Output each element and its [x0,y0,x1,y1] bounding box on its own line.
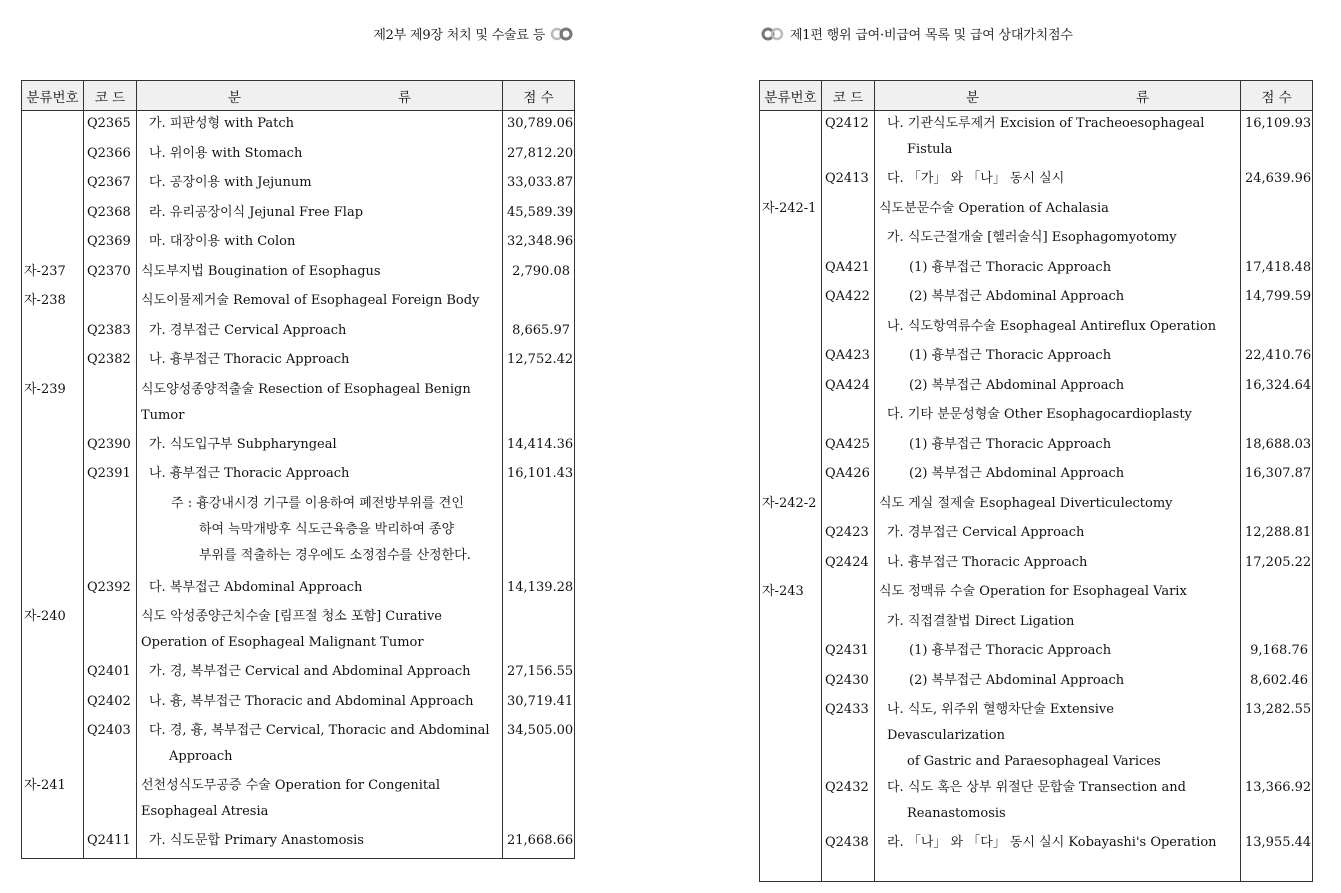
classification-cell [22,200,84,230]
table-row [760,373,1313,403]
table-row [760,284,1313,314]
classification-cell [760,668,822,698]
description-cell [875,166,1241,196]
description-cell [137,141,503,171]
description-text: 식도 정맥류 수술 Operation for Esophageal Varix [879,584,1187,599]
score-cell: 32,348.96 [503,229,575,259]
table-row [760,343,1313,373]
score-cell: 12,752.42 [503,347,575,377]
table-row [22,604,575,659]
table-row [760,550,1313,580]
score-cell: 33,033.87 [503,170,575,200]
description-cell [137,575,503,605]
table-row [760,638,1313,668]
description-text: 식도분문수술 Operation of Achalasia [879,200,1109,216]
description-text-continued: Operation of Esophageal Malignant Tumor [141,635,424,650]
classification-cell [760,432,822,462]
score-cell: 30,789.06 [503,111,575,141]
description-text: 가. 경, 복부접근 Cervical and Abdominal Approach [149,664,471,679]
description-text: (1) 흉부접근 Thoracic Approach [909,436,1112,452]
description-text: 가. 식도근절개술 [헬러술식] Esophagomyotomy [887,230,1177,245]
table-row [760,520,1313,550]
fee-table-right [759,80,1313,882]
fee-table-left [21,80,575,859]
classification-cell [22,659,84,689]
description-cell [875,432,1241,462]
description-text: (2) 복부접근 Abdominal Approach [909,377,1125,393]
description-cell [137,689,503,719]
score-cell: 17,205.22 [1241,550,1313,580]
table-row [22,170,575,200]
table-row [22,259,575,289]
column-header-classification: 분류번호 [22,81,84,111]
description-text: 나. 식도, 위주위 혈행차단술 Extensive Devascularization [887,702,1114,743]
classification-cell [760,402,822,432]
description-cell [875,697,1241,775]
description-cell [875,343,1241,373]
code-cell [822,402,875,432]
description-text: 라. 유리공장이식 Jejunal Free Flap [149,204,364,220]
score-cell [1241,314,1313,344]
description-text: 가. 피판성형 with Patch [149,116,294,131]
description-text: (1) 흉부접근 Thoracic Approach [909,259,1112,275]
description-text: 가. 경부접근 Cervical Approach [149,322,347,338]
score-cell: 16,109.93 [1241,111,1313,167]
score-cell: 27,812.20 [503,141,575,171]
code-cell: Q2412 [822,111,875,167]
code-cell: QA425 [822,432,875,462]
header-left-text: 제2부 제9장 처치 및 수술료 등 [373,28,546,43]
score-cell: 16,307.87 [1241,461,1313,491]
description-text: 나. 흉부접근 Thoracic Approach [149,466,350,481]
code-cell [822,314,875,344]
table-row [760,111,1313,167]
description-cell [137,318,503,348]
description-text-continued: Tumor [141,407,185,423]
table-row [760,255,1313,285]
table-row [22,718,575,773]
description-text: 다. 공장이용 with Jejunum [149,175,312,190]
description-text-continued: Reanastomosis [907,806,1006,821]
classification-cell [22,575,84,605]
classification-cell [760,284,822,314]
table-row [22,773,575,828]
code-cell [822,491,875,521]
classification-cell [760,550,822,580]
column-header-category [875,81,1241,111]
table-row [760,461,1313,491]
classification-cell [760,225,822,255]
description-cell [137,604,503,659]
description-text: (2) 복부접근 Abdominal Approach [909,466,1125,481]
description-cell [875,579,1241,609]
classification-cell [760,775,822,830]
score-cell: 14,414.36 [503,432,575,462]
code-cell: Q2368 [84,200,137,230]
category-header-a: 분 [227,89,242,106]
description-cell [875,225,1241,255]
description-text: 나. 흉부접근 Thoracic Approach [887,554,1088,570]
column-header-classification: 분류번호 [760,81,822,111]
note-line: 주 : 흉강내시경 기구를 이용하여 폐전방부위를 견인 [171,495,464,511]
description-cell [137,718,503,773]
column-header-score: 점 수 [503,81,575,111]
score-cell: 12,288.81 [1241,520,1313,550]
code-cell [822,196,875,226]
score-cell [1241,402,1313,432]
description-cell [875,111,1241,167]
description-text: 다. 복부접근 Abdominal Approach [149,579,363,595]
description-cell [137,111,503,141]
score-cell: 16,101.43 [503,461,575,491]
classification-cell [22,718,84,773]
description-cell [137,288,503,318]
description-cell [137,259,503,289]
score-cell: 8,665.97 [503,318,575,348]
classification-cell [22,828,84,858]
description-cell [875,550,1241,580]
table-row [22,689,575,719]
description-cell [875,830,1241,860]
table-row [760,491,1313,521]
table-row [22,141,575,171]
score-cell: 45,589.39 [503,200,575,230]
classification-cell: 자-237 [22,259,84,289]
table-row [22,461,575,491]
description-cell [875,775,1241,830]
column-header-code: 코 드 [822,81,875,111]
code-cell: QA424 [822,373,875,403]
description-text: 가. 직접결찰법 Direct Ligation [887,613,1075,629]
code-cell: Q2365 [84,111,137,141]
description-cell [875,668,1241,698]
description-cell [875,314,1241,344]
description-text: 나. 위이용 with Stomach [149,145,303,161]
code-cell [822,579,875,609]
table-row [760,609,1313,639]
classification-cell [760,111,822,167]
score-cell [1241,579,1313,609]
code-cell [822,609,875,639]
code-cell: Q2370 [84,259,137,289]
score-cell [503,604,575,659]
empty-cell [875,860,1241,882]
classification-cell: 자-242-2 [760,491,822,521]
double-ring-icon [549,27,575,41]
table-row [22,288,575,318]
score-cell [503,288,575,318]
description-text: 식도이물제거술 Removal of Esophageal Foreign Body [141,293,480,308]
description-text-continued: Fistula [907,142,953,157]
table-row [760,697,1313,775]
description-cell [137,461,503,491]
score-cell: 17,418.48 [1241,255,1313,285]
code-cell: Q2430 [822,668,875,698]
description-text: (1) 흉부접근 Thoracic Approach [909,348,1112,363]
description-text: 나. 흉부접근 Thoracic Approach [149,352,350,367]
description-cell [875,520,1241,550]
classification-cell [760,373,822,403]
code-cell: Q2424 [822,550,875,580]
code-cell: Q2366 [84,141,137,171]
column-header-score: 점 수 [1241,81,1313,111]
score-cell: 27,156.55 [503,659,575,689]
classification-cell [22,491,84,575]
description-cell [875,255,1241,285]
score-cell: 14,799.59 [1241,284,1313,314]
table-row [22,229,575,259]
description-text: 다. 「가」 와 「나」 동시 실시 [887,171,1065,186]
table-row [760,830,1313,860]
description-cell [875,461,1241,491]
code-cell: Q2433 [822,697,875,775]
table-row [760,402,1313,432]
empty-cell [822,860,875,882]
description-cell [875,609,1241,639]
code-cell: Q2383 [84,318,137,348]
description-cell [875,373,1241,403]
code-cell: Q2402 [84,689,137,719]
description-text: 식도양성종양적출술 Resection of Esophageal Benign [141,381,471,397]
classification-cell: 자-238 [22,288,84,318]
description-text: 다. 식도 혹은 상부 위절단 문합술 Transection and [887,780,1186,795]
code-cell: QA422 [822,284,875,314]
score-cell: 34,505.00 [503,718,575,773]
description-cell [137,200,503,230]
score-cell: 24,639.96 [1241,166,1313,196]
page-header-right [760,24,1073,43]
description-text: 식도 악성종양근치수술 [림프절 청소 포함] Curative [141,609,442,624]
score-cell: 8,602.46 [1241,668,1313,698]
note-line: 하여 늑막개방후 식도근육층을 박리하여 종양 [199,521,455,537]
code-cell: Q2403 [84,718,137,773]
score-cell [503,377,575,432]
classification-cell: 자-243 [760,579,822,609]
classification-cell [22,170,84,200]
category-header-a: 분 [965,89,980,106]
description-text: 가. 경부접근 Cervical Approach [887,525,1085,540]
score-cell: 22,410.76 [1241,343,1313,373]
score-cell [1241,225,1313,255]
table-row [22,828,575,858]
header-right-text: 제1편 행위 급여·비급여 목록 및 급여 상대가치점수 [789,28,1073,43]
description-cell [875,638,1241,668]
description-text: 나. 기관식도루제거 Excision of Tracheoesophageal [887,116,1205,131]
table-row [760,668,1313,698]
score-cell: 16,324.64 [1241,373,1313,403]
description-text-continued: Esophageal Atresia [141,804,269,819]
classification-cell [760,638,822,668]
table-row [22,347,575,377]
description-cell [137,347,503,377]
classification-cell [22,432,84,462]
classification-cell [760,461,822,491]
table-row [760,314,1313,344]
code-cell [84,288,137,318]
classification-cell [760,697,822,775]
description-text-continued: of Gastric and Paraesophageal Varices [907,754,1161,769]
code-cell: Q2367 [84,170,137,200]
classification-cell [760,520,822,550]
code-cell [84,491,137,575]
score-cell: 2,790.08 [503,259,575,289]
code-cell [84,377,137,432]
code-cell: Q2401 [84,659,137,689]
description-text-continued: Approach [169,749,233,764]
table-row [22,432,575,462]
table-row [760,432,1313,462]
description-text: 마. 대장이용 with Colon [149,234,296,249]
code-cell: Q2390 [84,432,137,462]
code-cell [84,604,137,659]
table-row [22,377,575,432]
table-row [760,166,1313,196]
description-text: 라. 「나」 와 「다」 동시 실시 Kobayashi's Operation [887,835,1217,850]
table-row [22,200,575,230]
score-cell [1241,196,1313,226]
classification-cell [760,343,822,373]
description-cell [137,773,503,828]
score-cell: 9,168.76 [1241,638,1313,668]
score-cell [503,491,575,575]
description-cell [137,828,503,858]
code-cell: Q2423 [822,520,875,550]
score-cell: 13,366.92 [1241,775,1313,830]
score-cell [503,773,575,828]
description-cell [875,491,1241,521]
code-cell: Q2382 [84,347,137,377]
score-cell: 18,688.03 [1241,432,1313,462]
code-cell: Q2391 [84,461,137,491]
note-line: 부위를 적출하는 경우에도 소정점수를 산정한다. [199,547,471,563]
score-cell: 21,668.66 [503,828,575,858]
code-cell: Q2411 [84,828,137,858]
table-row [22,111,575,141]
classification-cell [760,830,822,860]
classification-cell [760,166,822,196]
table-header [760,81,1313,111]
table-row [22,318,575,348]
classification-cell [22,229,84,259]
code-cell: Q2431 [822,638,875,668]
code-cell: Q2413 [822,166,875,196]
classification-cell [760,609,822,639]
code-cell: QA421 [822,255,875,285]
description-cell [875,402,1241,432]
classification-cell [22,461,84,491]
double-ring-icon [760,27,786,41]
score-cell [1241,609,1313,639]
description-text: 선천성식도무공증 수술 Operation for Congenital [141,778,441,793]
code-cell [822,225,875,255]
classification-cell [22,141,84,171]
category-header-b: 류 [1135,89,1150,106]
description-cell [875,196,1241,226]
code-cell: QA426 [822,461,875,491]
description-cell [875,284,1241,314]
table-row [760,225,1313,255]
code-cell: Q2432 [822,775,875,830]
classification-cell: 자-241 [22,773,84,828]
code-cell [84,773,137,828]
score-cell: 13,955.44 [1241,830,1313,860]
description-cell [137,170,503,200]
description-text: 식도 게실 절제술 Esophageal Diverticulectomy [879,495,1173,511]
table-row [760,579,1313,609]
code-cell: Q2369 [84,229,137,259]
description-text: (2) 복부접근 Abdominal Approach [909,289,1125,304]
description-text: 식도부지법 Bougination of Esophagus [141,263,381,279]
description-text: 나. 흉, 복부접근 Thoracic and Abdominal Approach [149,693,474,709]
classification-cell [22,689,84,719]
description-text: (2) 복부접근 Abdominal Approach [909,672,1125,688]
description-text: 다. 경, 흉, 복부접근 Cervical, Thoracic and Abdominal [149,723,490,738]
column-header-code: 코 드 [84,81,137,111]
classification-cell: 자-242-1 [760,196,822,226]
score-cell: 30,719.41 [503,689,575,719]
table-row [760,196,1313,226]
score-cell [1241,491,1313,521]
classification-cell [22,111,84,141]
description-cell [137,377,503,432]
description-text: 가. 식도문합 Primary Anastomosis [149,833,364,848]
table-row [760,775,1313,830]
classification-cell [22,318,84,348]
page-header-left [0,24,575,43]
code-cell: Q2438 [822,830,875,860]
table-body-right [760,111,1313,882]
empty-cell [760,860,822,882]
description-cell [137,229,503,259]
table-header [22,81,575,111]
classification-cell [22,347,84,377]
description-cell [137,491,503,575]
table-row [22,575,575,605]
code-cell: Q2392 [84,575,137,605]
score-cell: 13,282.55 [1241,697,1313,775]
table-row [22,491,575,575]
category-header-b: 류 [397,89,412,106]
classification-cell [760,314,822,344]
table-body-left [22,111,575,859]
description-text: (1) 흉부접근 Thoracic Approach [909,643,1112,658]
table-row [22,659,575,689]
description-text: 가. 식도입구부 Subpharyngeal [149,436,337,452]
classification-cell [760,255,822,285]
description-text: 나. 식도항역류수술 Esophageal Antireflux Operation [887,318,1217,334]
column-header-category [137,81,503,111]
empty-cell [1241,860,1313,882]
classification-cell: 자-240 [22,604,84,659]
description-cell [137,432,503,462]
description-cell [137,659,503,689]
table-filler-row [760,860,1313,882]
score-cell: 14,139.28 [503,575,575,605]
classification-cell: 자-239 [22,377,84,432]
code-cell: QA423 [822,343,875,373]
description-text: 다. 기타 분문성형술 Other Esophagocardioplasty [887,407,1192,422]
